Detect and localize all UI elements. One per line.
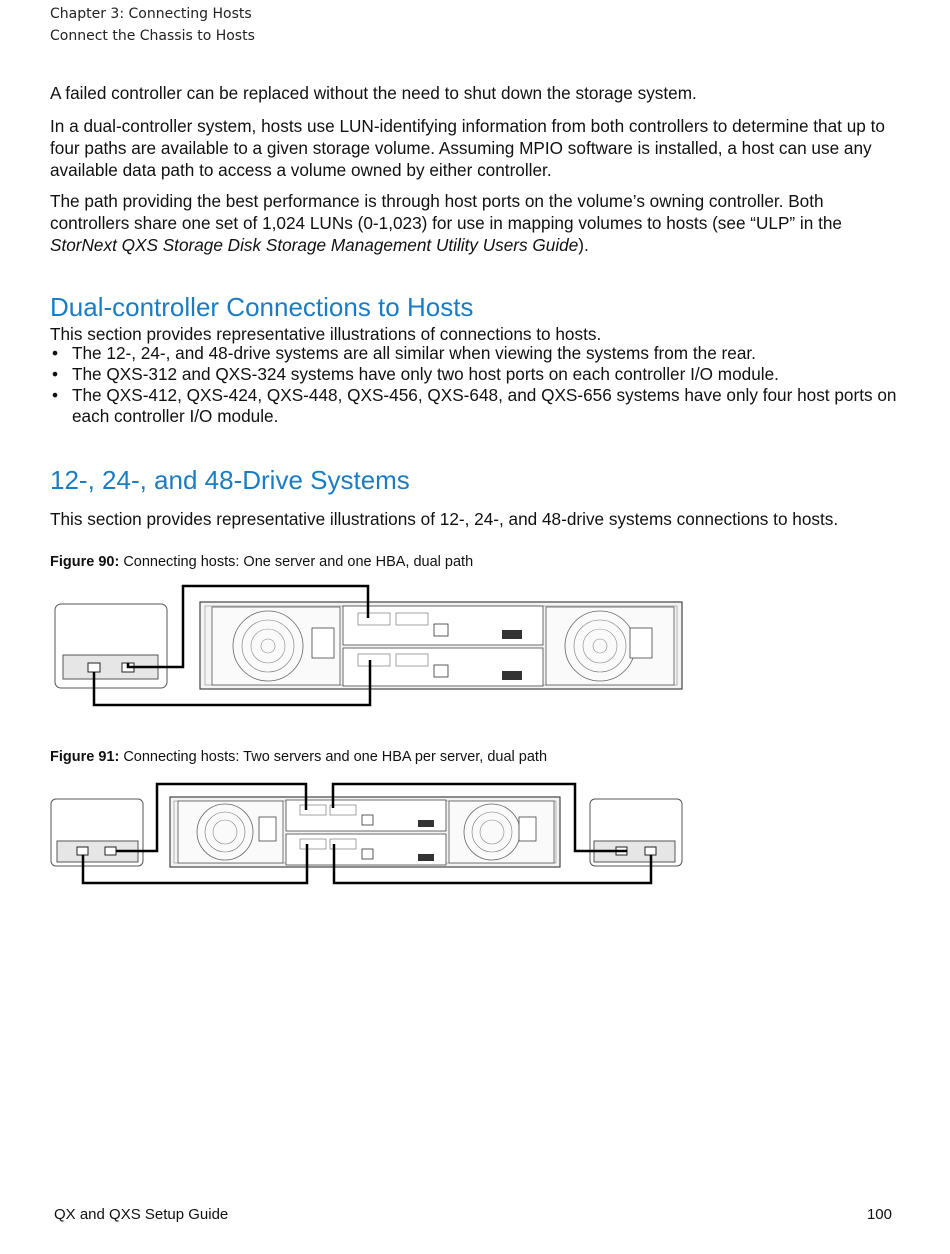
bullet-glyph: • bbox=[52, 385, 59, 405]
guide-title-reference: StorNext QXS Storage Disk Storage Management Utility Users Guide bbox=[50, 235, 579, 255]
figure-label: Figure 91: bbox=[50, 749, 120, 765]
controller-module-a bbox=[286, 800, 446, 831]
paragraph-failed-controller: A failed controller can be replaced without the need to shut down the storage system. bbox=[50, 83, 697, 103]
host-server-left bbox=[51, 799, 143, 866]
section-heading-dual-controller: Dual-controller Connections to Hosts bbox=[50, 292, 474, 322]
controller-module-a bbox=[343, 606, 543, 645]
figure-label: Figure 90: bbox=[50, 554, 120, 570]
list-item bbox=[50, 385, 900, 427]
section-intro: This section provides representative illustrations of connections to hosts. bbox=[50, 324, 602, 344]
storage-enclosure bbox=[170, 797, 560, 867]
section-intro: This section provides representative illustrations of 12-, 24-, and 48-drive systems connections to hosts. bbox=[50, 509, 839, 529]
hba-port bbox=[77, 847, 88, 855]
paragraph-best-path bbox=[50, 190, 900, 256]
paragraph-best-path-end: ). bbox=[578, 235, 589, 255]
figure-caption bbox=[50, 749, 547, 765]
bullet-list bbox=[50, 343, 900, 427]
page-number: 100 bbox=[866, 1206, 892, 1223]
figure-caption-text: Connecting hosts: One server and one HBA, dual path bbox=[123, 554, 474, 570]
list-item-text: The 12-, 24-, and 48-drive systems are all similar when viewing the systems from the rear. bbox=[72, 343, 756, 363]
figure-90-diagram bbox=[0, 580, 700, 710]
list-item-text: The QXS-312 and QXS-324 systems have only two host ports on each controller I/O module. bbox=[72, 364, 779, 384]
hba-port bbox=[645, 847, 656, 855]
host-server bbox=[55, 604, 167, 688]
paragraph-dual-controller: In a dual-controller system, hosts use LUN-identifying information from both controllers to determine that up to four paths are available to a given storage volume. Assuming MPIO software is installed, a host can use any available data path to access a volume owned by either controller. bbox=[50, 116, 885, 180]
section-heading-drive-systems: 12-, 24-, and 48-Drive Systems bbox=[50, 465, 410, 495]
hba-port bbox=[105, 847, 116, 855]
list-item-text: The QXS-412, QXS-424, QXS-448, QXS-456, QXS-648, and QXS-656 systems have only four host ports on each controller I/O module. bbox=[72, 385, 897, 426]
bullet-glyph: • bbox=[52, 364, 59, 384]
hba-port bbox=[88, 663, 100, 672]
controller-module-b bbox=[286, 834, 446, 865]
storage-enclosure bbox=[200, 602, 682, 689]
host-server-right bbox=[590, 799, 682, 866]
bullet-glyph: • bbox=[52, 343, 59, 363]
paragraph-best-path-text: The path providing the best performance is through host ports on the volume’s owning controller. Both controllers share one set of 1,024 LUNs (0-1,023) for use in mapping volumes to hosts (see “ULP” in the bbox=[50, 191, 842, 233]
list-item bbox=[50, 343, 900, 364]
controller-module-b bbox=[343, 648, 543, 686]
figure-91-diagram bbox=[0, 777, 700, 889]
list-item bbox=[50, 364, 900, 385]
figure-caption-text: Connecting hosts: Two servers and one HBA per server, dual path bbox=[123, 749, 548, 765]
figure-caption bbox=[50, 554, 473, 570]
footer-guide-title: QX and QXS Setup Guide bbox=[54, 1206, 229, 1223]
running-header-chapter: Chapter 3: Connecting Hosts bbox=[50, 6, 252, 22]
running-header-section: Connect the Chassis to Hosts bbox=[50, 28, 255, 44]
